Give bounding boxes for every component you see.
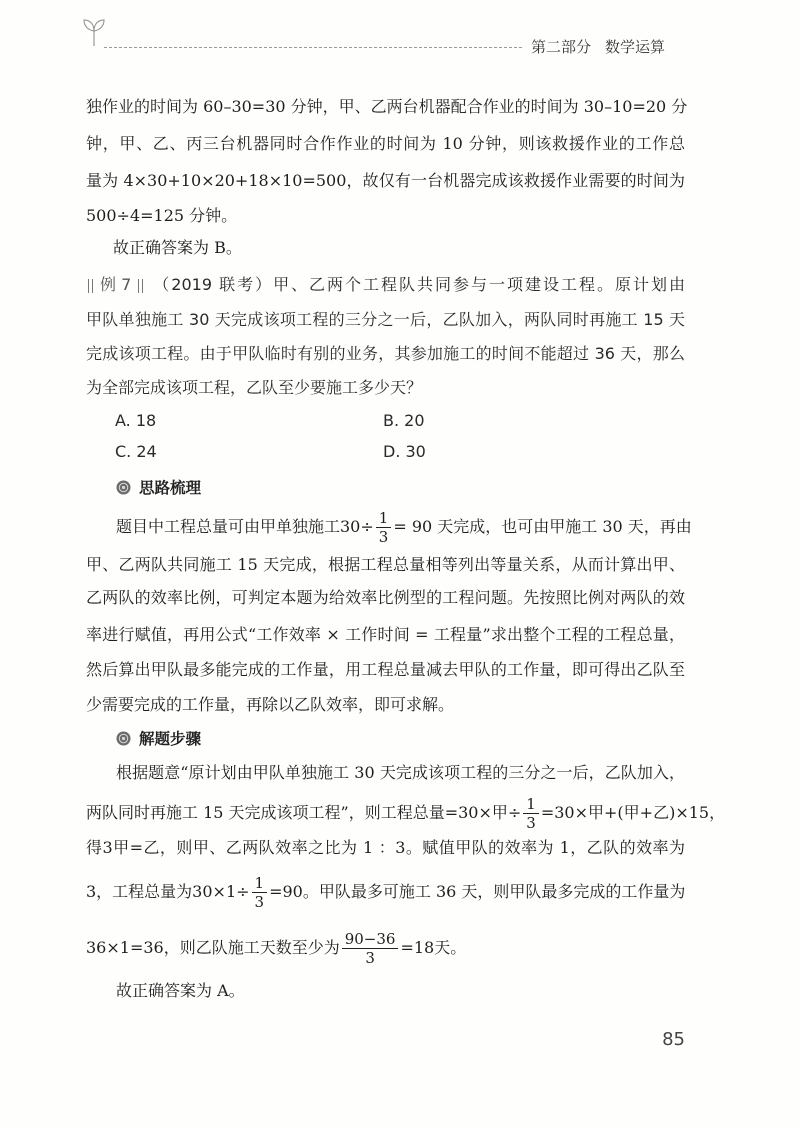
example-line-1 [86, 265, 685, 305]
option-b: B. 20 [383, 411, 425, 430]
fraction-denominator: 3 [252, 892, 268, 910]
solution-line-5 [86, 928, 685, 968]
example-line-3: 完成该项工程。由于甲队临时有别的业务，其参加施工的时间不能超过 36 天，那么 [86, 344, 685, 363]
example-label [86, 265, 145, 305]
label-bar-right [138, 279, 143, 293]
label-bar-left [88, 279, 93, 293]
fraction [376, 510, 392, 545]
intro-answer: 故正确答案为 B。 [113, 238, 242, 257]
page-number: 85 [662, 1029, 685, 1050]
solution-answer: 故正确答案为 A。 [116, 981, 245, 1000]
analysis-line-4: 率进行赋值，再用公式“工作效率 × 工作时间 = 工程量”求出整个工程的工程总量， [86, 625, 685, 644]
fraction-numerator: 90−36 [344, 930, 396, 948]
text-segment: 两队同时再施工 15 天完成该项工程”，则工程总量=30×甲÷ [86, 803, 522, 822]
solution-heading [116, 726, 201, 750]
intro-line-1: 独作业的时间为 60–30=30 分钟，甲、乙两台机器配合作业的时间为 30–10=20 分 [86, 97, 688, 116]
fraction [342, 931, 399, 966]
analysis-line-1 [116, 507, 692, 547]
example-number: 例 7 [100, 275, 132, 294]
fraction-denominator: 3 [523, 813, 539, 831]
text-segment: 3，工程总量为30×1÷ [86, 882, 250, 901]
text-segment: 题目中工程总量可由甲单独施工30÷ [116, 517, 374, 536]
analysis-heading [116, 475, 201, 499]
option-a: A. 18 [115, 411, 157, 430]
text-segment: =90。甲队最多可施工 36 天，则甲队最多完成的工作量为 [269, 882, 686, 901]
solution-line-3: 得3甲=乙，则甲、乙两队效率之比为 1 ：3。赋值甲队的效率为 1，乙队的效率为 [86, 838, 685, 857]
solution-line-4 [86, 872, 685, 912]
fraction-numerator: 1 [526, 795, 536, 813]
example-text: （2019 联考）甲、乙两个工程队共同参与一项建设工程。原计划由 [151, 275, 685, 294]
analysis-line-5: 然后算出甲队最多能完成的工作量，用工程总量减去甲队的工作量，即可得出乙队至 [86, 660, 685, 679]
text-segment: =30×甲+(甲+乙)×15， [540, 803, 726, 822]
intro-line-2: 钟，甲、乙、丙三台机器同时合作作业的时间为 10 分钟，则该救援作业的工作总 [86, 134, 685, 153]
solution-line-1: 根据题意“原计划由甲队单独施工 30 天完成该项工程的三分之一后，乙队加入， [116, 763, 685, 782]
text-segment: =18天。 [400, 938, 467, 957]
solution-heading-text: 解题步骤 [139, 730, 202, 748]
option-c: C. 24 [115, 442, 157, 461]
fraction-numerator: 1 [378, 509, 389, 527]
header-subject: 数学运算 [605, 38, 666, 56]
analysis-heading-text: 思路梳理 [139, 479, 202, 497]
fraction [252, 875, 268, 910]
text-segment: 36×1=36，则乙队施工天数至少为 [86, 938, 340, 957]
example-line-4: 为全部完成该项工程，乙队至少要施工多少天？ [86, 378, 423, 397]
intro-line-3: 量为 4×30+10×20+18×10=500，故仅有一台机器完成该救援作业需要的时间为 [86, 171, 685, 190]
fraction-numerator: 1 [254, 874, 265, 892]
fraction-denominator: 3 [342, 948, 399, 966]
text-segment: = 90 天完成，也可由甲施工 30 天，再由 [393, 517, 692, 536]
option-d: D. 30 [383, 442, 426, 461]
example-line-2: 甲队单独施工 30 天完成该项工程的三分之一后，乙队加入，两队同时再施工 15 天 [86, 310, 685, 329]
header-rule [104, 47, 522, 48]
header-part: 第二部分 [531, 38, 592, 56]
solution-line-2 [86, 793, 726, 833]
section-bullet-icon [116, 480, 131, 495]
sprout-icon [82, 17, 106, 47]
running-header [531, 36, 665, 58]
fraction [523, 796, 539, 831]
section-bullet-icon [116, 731, 131, 746]
analysis-line-6: 少需要完成的工作量，再除以乙队效率，即可求解。 [86, 695, 455, 714]
intro-line-4: 500÷4=125 分钟。 [86, 206, 238, 225]
fraction-denominator: 3 [376, 527, 392, 545]
analysis-line-2: 甲、乙两队共同施工 15 天完成，根据工程总量相等列出等量关系，从而计算出甲、 [86, 555, 685, 574]
analysis-line-3: 乙两队的效率比例，可判定本题为给效率比例型的工程问题。先按照比例对两队的效 [86, 588, 685, 607]
